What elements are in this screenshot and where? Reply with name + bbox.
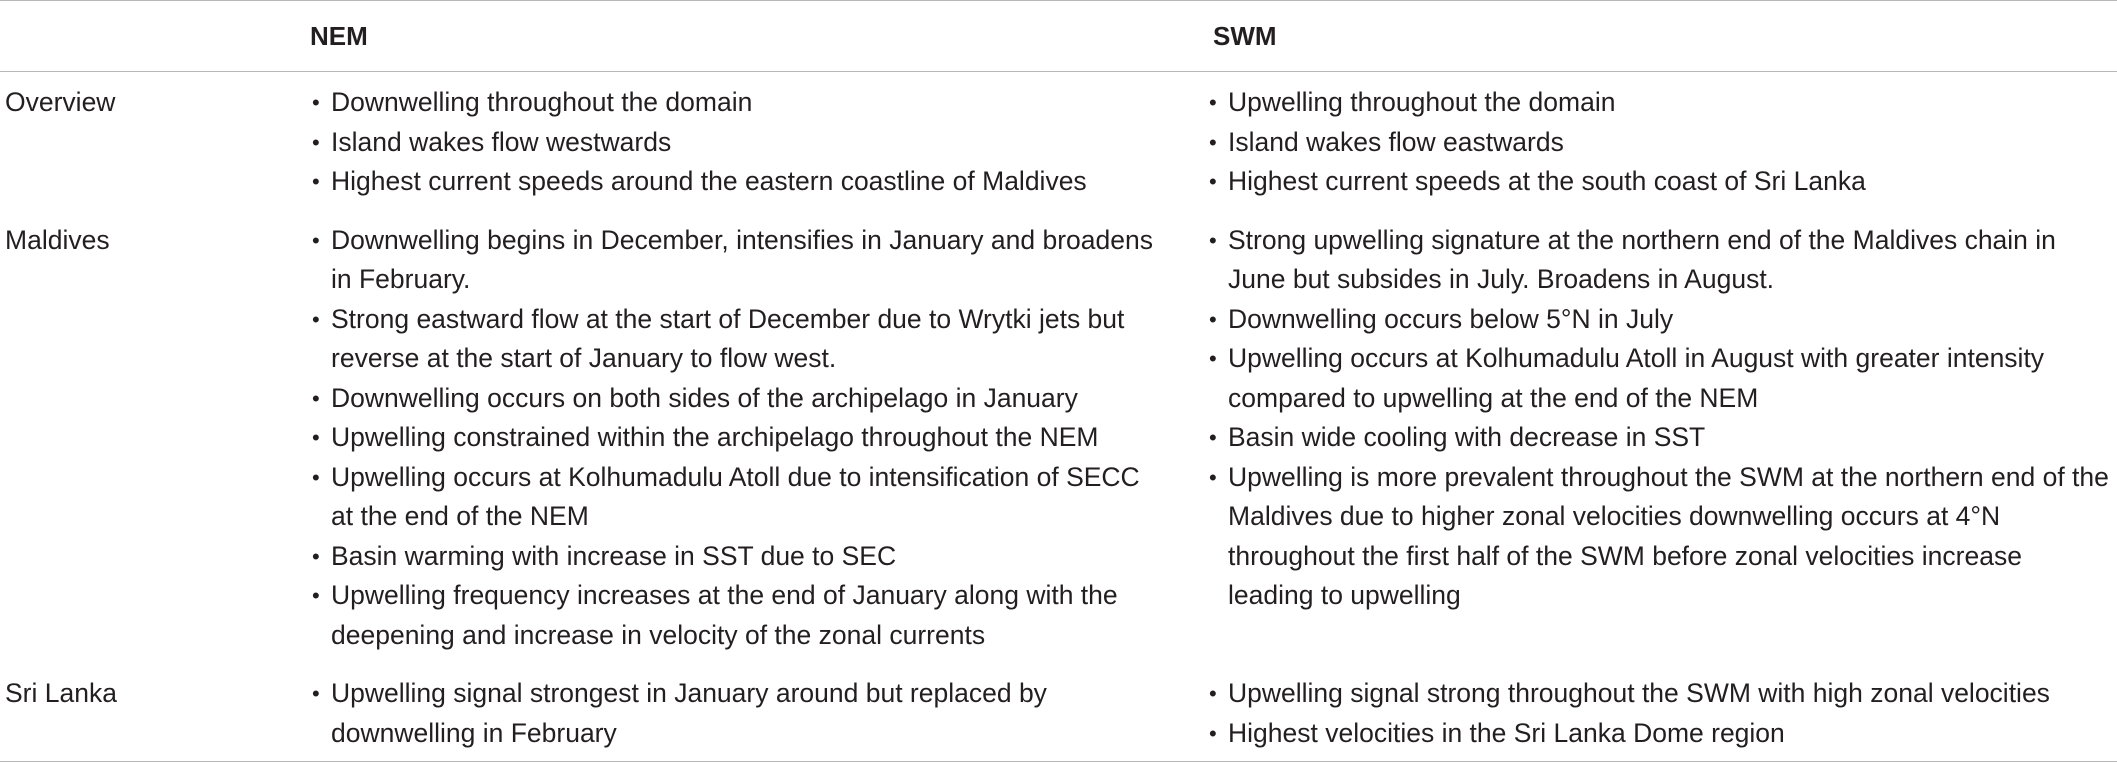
row-label: Maldives: [5, 224, 110, 255]
list-item-text: Island wakes flow westwards: [331, 126, 672, 157]
bullet-icon: •: [312, 464, 320, 490]
list-item-text: Basin wide cooling with decrease in SST: [1228, 422, 1706, 452]
bullet-icon: •: [312, 90, 320, 115]
nem-bullet-list: [303, 663, 1206, 761]
list-item: [1206, 83, 2109, 123]
list-item: [309, 162, 1166, 202]
list-item: [309, 83, 1166, 123]
list-item-text: Downwelling occurs below 5°N in July: [1228, 303, 1674, 334]
bullet-icon: •: [1209, 464, 1217, 490]
table-row: [0, 210, 2117, 664]
list-item: [309, 576, 1166, 655]
list-item: [309, 458, 1166, 537]
bullet-icon: •: [312, 306, 320, 332]
bullet-icon: •: [1209, 227, 1217, 253]
list-item: [309, 300, 1166, 379]
header-nem: NEM: [310, 20, 368, 51]
list-item-text: Upwelling is more prevalent throughout the SWM at the northern end of the Maldives due to higher zonal velocities downwelling occurs at 4°N throughout the first half of the SWM before zonal velocities increase leading to upwelling: [1228, 461, 2109, 610]
list-item-text: Island wakes flow eastwards: [1228, 126, 1564, 157]
bullet-icon: •: [312, 583, 320, 608]
list-item-text: Strong upwelling signature at the northern end of the Maldives chain in June but subsides in July. Broadens in August.: [1228, 224, 2056, 294]
list-item-text: Upwelling throughout the domain: [1228, 87, 1616, 117]
list-item: [1206, 123, 2109, 163]
list-item-text: Basin warming with increase in SST due to SEC: [331, 540, 897, 571]
swm-bullet-list: [1206, 663, 2117, 761]
list-item: [1206, 458, 2109, 616]
swm-cell: [1206, 210, 2117, 664]
list-item-text: Upwelling signal strong throughout the SWM with high zonal velocities: [1228, 678, 2050, 708]
bullet-icon: •: [312, 129, 320, 155]
list-item: [1206, 300, 2109, 340]
bullet-icon: •: [1209, 306, 1217, 332]
list-item: [1206, 339, 2109, 418]
row-label: Overview: [5, 87, 116, 117]
list-item-text: Strong eastward flow at the start of December due to Wrytki jets but reverse at the start of January to flow west.: [331, 303, 1125, 373]
header-swm: SWM: [1213, 20, 1277, 51]
list-item: [1206, 162, 2109, 202]
bullet-icon: •: [1209, 681, 1217, 706]
nem-cell: [303, 72, 1206, 210]
nem-bullet-list: [303, 210, 1206, 664]
row-label: Sri Lanka: [5, 678, 117, 708]
bullet-icon: •: [312, 385, 320, 411]
bullet-icon: •: [312, 681, 320, 706]
list-item: [309, 379, 1166, 419]
swm-cell: [1206, 663, 2117, 762]
table-row: [0, 72, 2117, 210]
list-item: [1206, 714, 2109, 754]
bullet-icon: •: [312, 425, 320, 450]
bullet-icon: •: [312, 543, 320, 569]
nem-cell: [303, 210, 1206, 664]
swm-bullet-list: [1206, 210, 2117, 624]
list-item: [1206, 221, 2109, 300]
list-item: [309, 221, 1166, 300]
bullet-icon: •: [1209, 129, 1217, 155]
bullet-icon: •: [1209, 425, 1217, 450]
swm-cell: [1206, 72, 2117, 210]
bullet-icon: •: [1209, 90, 1217, 115]
list-item: [1206, 418, 2109, 458]
list-item-text: Downwelling begins in December, intensifies in January and broadens in February.: [331, 224, 1153, 294]
header-row: [0, 1, 2117, 72]
bullet-icon: •: [1209, 169, 1217, 194]
list-item-text: Downwelling throughout the domain: [331, 87, 753, 117]
list-item-text: Highest current speeds around the eastern coastline of Maldives: [331, 166, 1087, 196]
bullet-icon: •: [1209, 720, 1217, 746]
list-item-text: Upwelling constrained within the archipelago throughout the NEM: [331, 422, 1099, 452]
header-empty-cell: [0, 1, 303, 72]
bullet-icon: •: [312, 169, 320, 194]
list-item-text: Upwelling signal strongest in January around but replaced by downwelling in February: [331, 678, 1047, 748]
nem-bullet-list: [303, 72, 1206, 210]
list-item-text: Upwelling frequency increases at the end of January along with the deepening and increase in velocity of the zonal currents: [331, 580, 1118, 650]
table-row: [0, 663, 2117, 762]
list-item-text: Upwelling occurs at Kolhumadulu Atoll due to intensification of SECC at the end of the NEM: [331, 461, 1140, 531]
swm-bullet-list: [1206, 72, 2117, 210]
list-item: [309, 123, 1166, 163]
list-item-text: Highest current speeds at the south coast of Sri Lanka: [1228, 166, 1866, 196]
list-item: [309, 418, 1166, 458]
table-body: [0, 72, 2117, 762]
list-item: [309, 537, 1166, 577]
list-item-text: Downwelling occurs on both sides of the archipelago in January: [331, 382, 1078, 413]
list-item-text: Highest velocities in the Sri Lanka Dome region: [1228, 717, 1785, 748]
table-header: [0, 1, 2117, 72]
bullet-icon: •: [1209, 346, 1217, 371]
bullet-icon: •: [312, 227, 320, 253]
list-item: [1206, 674, 2109, 714]
list-item-text: Upwelling occurs at Kolhumadulu Atoll in August with greater intensity compared to upwelling at the end of the NEM: [1228, 343, 2045, 413]
nem-cell: [303, 663, 1206, 762]
list-item: [309, 674, 1166, 753]
